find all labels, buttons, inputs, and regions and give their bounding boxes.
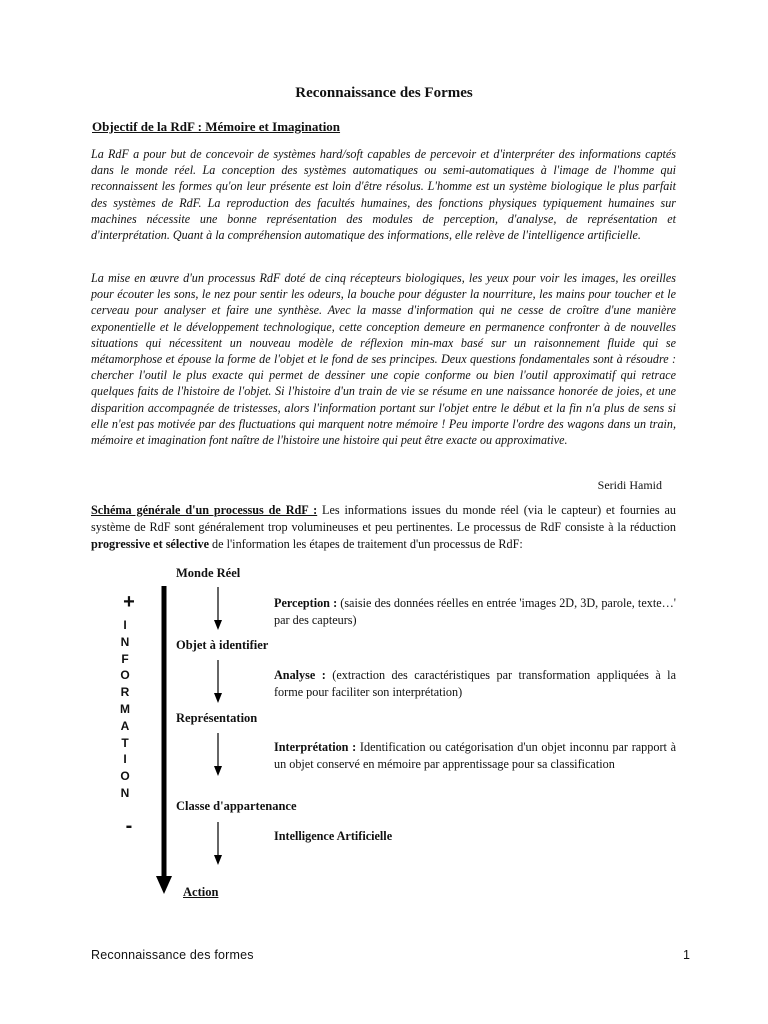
axis-minus-sign: - (125, 815, 133, 837)
section-heading: Objectif de la RdF : Mémoire et Imagination (92, 119, 341, 134)
step-description: Identification ou catégorisation d'un objet inconnu par rapport à un objet conservé en mémoire par apprentissage pour sa classification (274, 740, 676, 771)
axis-letter: O (120, 668, 130, 683)
footer-title: Reconnaissance des formes (91, 948, 254, 962)
axis-plus-sign: + (123, 591, 135, 613)
step-interpretation (274, 739, 676, 772)
step-description: (extraction des caractéristiques par transformation appliquées à la forme pour faciliter son interprétation) (274, 668, 676, 699)
stage-objet-a-identifier: Objet à identifier (176, 638, 269, 652)
step-arrow-1 (214, 587, 222, 630)
step-description: (saisie des données réelles en entrée 'images 2D, 3D, parole, texte…' par des capteurs) (274, 596, 677, 627)
step-arrow-3 (214, 733, 222, 776)
author-name: Seridi Hamid (597, 478, 662, 492)
page-number: 1 (683, 948, 690, 962)
step-intelligence-artificielle (274, 828, 676, 845)
axis-letter: I (123, 752, 127, 767)
step-arrow-4 (214, 822, 222, 865)
schema-bold-text: progressive et sélective (91, 537, 209, 551)
step-label: Analyse : (274, 668, 326, 682)
page-title: Reconnaissance des Formes (295, 85, 473, 101)
axis-letter: N (120, 634, 130, 649)
axis-letter: F (121, 651, 129, 666)
stage-action: Action (183, 885, 219, 899)
axis-letter: I (123, 618, 127, 632)
axis-letter: M (120, 701, 130, 716)
axis-letter: R (120, 685, 130, 700)
schema-text-part-1: Les informations issues du monde réel (via le capteur) et fournies au système de RdF sont généralement trop volumineuses et peu pertinentes. Le processus de RdF consiste à la réduction (91, 503, 676, 534)
axis-letter: N (120, 785, 130, 800)
axis-information-label (114, 617, 136, 802)
stage-monde-reel: Monde Réel (176, 566, 241, 580)
step-label: Perception : (274, 596, 338, 610)
schema-text-part-2: de l'information les étapes de traitement d'un processus de RdF: (209, 537, 523, 551)
schema-heading: Schéma générale d'un processus de RdF : (91, 503, 318, 517)
step-label: Interprétation : (274, 740, 357, 754)
axis-letter: T (121, 735, 129, 750)
step-label: Intelligence Artificielle (274, 829, 393, 843)
axis-letter: A (120, 718, 130, 733)
paragraph-intro: La RdF a pour but de concevoir de systèmes hard/soft capables de percevoir et d'interpréter des informations captés dans le monde réel. La conception des systèmes automatiques ou semi-automatiques à l'image de l'homme qui reconnaissent les formes qu'on leur présente est loin d'être résolus. L'homme est un système biologique le plus parfait des systèmes de RdF. La reproduction des facultés humaines, des fonctions physiques typiquement humaines sur machines nécessite une bonne représentation des modules de perception, d'analyse, de représentation et d'interprétation. Quant à la compréhension automatique des informations, elle relève de l'intelligence artificielle. (91, 147, 676, 243)
step-perception (274, 595, 676, 628)
information-axis-arrowhead (156, 876, 172, 894)
stage-classe-appartenance: Classe d'appartenance (176, 799, 297, 813)
axis-letter: O (120, 769, 130, 784)
paragraph-process: La mise en œuvre d'un processus RdF doté de cinq récepteurs biologiques, les yeux pour voir les images, les oreilles pour écouter les sons, le nez pour sentir les odeurs, la bouche pour déguster la nourriture, les mains pour toucher et le cerveau pour analyser et faire une synthèse. Avec la masse d'information qui ne cesse de croître d'une manière exponentielle et le développement technologique, cette conception demeure en permanence confronter à de nouvelles situations qui nécessitent un nouveau modèle de réflexion min-max basé sur un raisonnement fluide qui se métamorphose et épouse la forme de l'objet et le fond de ses principes. Deux questions fondamentales sont à résoudre : chercher l'outil le plus exacte qui permet de dessiner une copie conforme ou bien l'outil approximatif qui retrace quelques faits de l'histoire de l'objet. Si l'histoire d'un train de vie se résume en une naissance honorée de joies, et une disparition accompagnée de tristesses, alors l'information portant sur l'objet entre le début et la fin n'a plus de sens si elle n'est pas motivée par des fluctuations qui marquent notre mémoire ! Peu importe l'ordre des wagons dans un train, mémoire et imagination font naître de l'histoire une histoire qui peut être exacte ou approximative. (91, 271, 676, 448)
stage-representation: Représentation (176, 711, 258, 725)
step-arrow-2 (214, 660, 222, 703)
step-analyse (274, 667, 676, 700)
